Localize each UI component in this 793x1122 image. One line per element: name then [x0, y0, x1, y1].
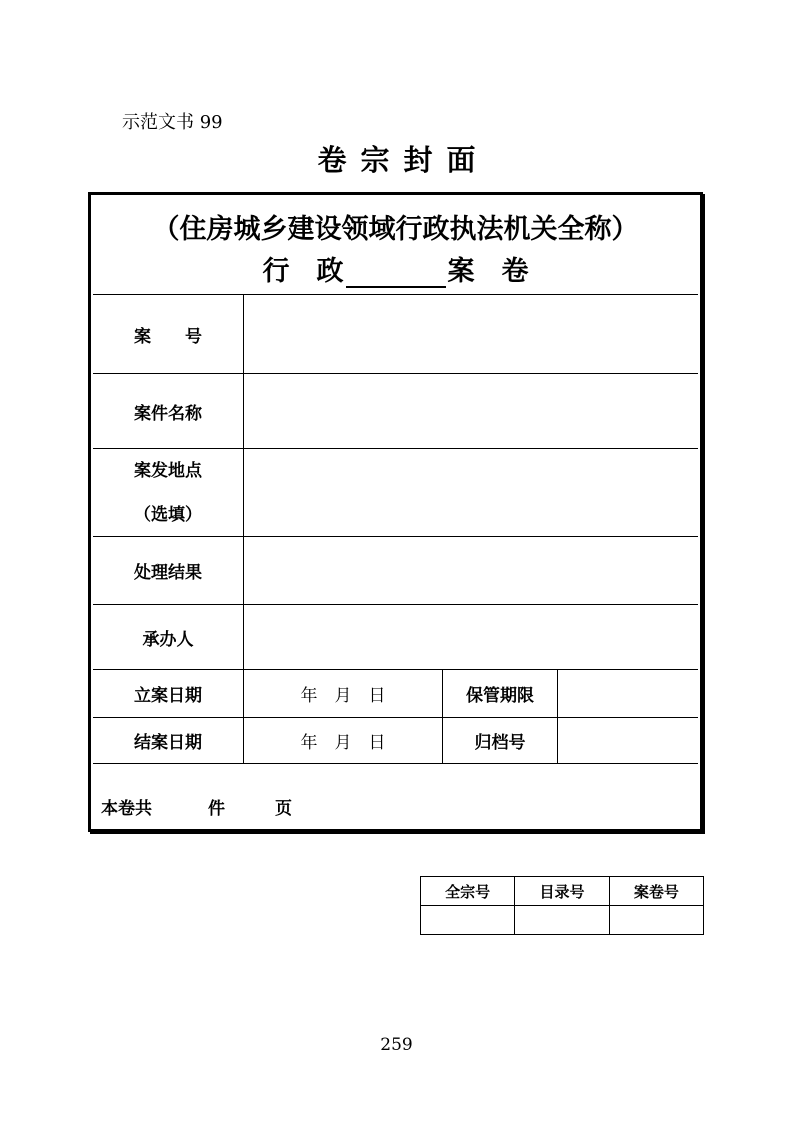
summary-item-unit: 件 — [208, 799, 225, 819]
filing-date-label: 立案日期 — [134, 686, 202, 706]
handler-label: 承办人 — [142, 629, 194, 650]
location-row — [93, 449, 698, 537]
filing-date-row — [93, 670, 698, 718]
archive-number-label: 归档号 — [442, 718, 557, 763]
catalog-number-header: 目录号 — [515, 877, 609, 906]
catalog-number-field[interactable] — [515, 906, 609, 935]
closing-date-value: 年 月 日 — [300, 733, 386, 753]
location-label — [93, 449, 243, 536]
volume-suffix: 案 卷 — [447, 256, 529, 287]
case-number-row — [93, 295, 698, 374]
volume-prefix: 行 政 — [262, 256, 344, 287]
file-number-header: 案卷号 — [609, 877, 703, 906]
case-number-label: 案 号 — [134, 326, 202, 347]
closing-date-field[interactable] — [243, 718, 442, 763]
document-label: 示范文书 99 — [122, 112, 223, 133]
location-field[interactable] — [243, 449, 698, 536]
summary-prefix: 本卷共 — [101, 799, 152, 819]
volume-summary — [101, 794, 292, 819]
archive-code-table — [420, 876, 704, 935]
cover-header-row — [93, 197, 698, 295]
fonds-number-field[interactable] — [421, 906, 515, 935]
volume-type-line — [93, 249, 698, 288]
closing-date-row — [93, 718, 698, 764]
handler-field[interactable] — [243, 605, 698, 669]
location-label-main: 案发地点 — [134, 460, 202, 481]
case-name-row — [93, 374, 698, 449]
cover-table — [93, 197, 698, 827]
filing-date-value: 年 月 日 — [300, 686, 386, 706]
fonds-number-header: 全宗号 — [421, 877, 515, 906]
archive-number-field[interactable] — [557, 718, 698, 763]
volume-type-blank[interactable] — [346, 264, 446, 288]
handler-row — [93, 605, 698, 670]
summary-row — [93, 764, 698, 828]
location-label-optional: （选填） — [134, 504, 202, 525]
page-number: 259 — [380, 1035, 413, 1055]
agency-name: （住房城乡建设领域行政执法机关全称） — [152, 214, 639, 245]
result-label: 处理结果 — [134, 563, 202, 583]
case-name-field[interactable] — [243, 374, 698, 448]
summary-page-unit: 页 — [275, 799, 292, 819]
result-field[interactable] — [243, 537, 698, 604]
page-title: 卷宗封面 — [317, 143, 490, 177]
archive-header-row — [421, 877, 704, 906]
retention-field[interactable] — [557, 670, 698, 717]
case-number-field[interactable] — [243, 295, 698, 373]
file-number-field[interactable] — [609, 906, 703, 935]
retention-label: 保管期限 — [442, 670, 557, 717]
case-name-label: 案件名称 — [134, 403, 202, 424]
cover-frame — [88, 192, 703, 832]
result-row — [93, 537, 698, 605]
archive-value-row — [421, 906, 704, 935]
filing-date-field[interactable] — [243, 670, 442, 717]
closing-date-label: 结案日期 — [134, 733, 202, 753]
